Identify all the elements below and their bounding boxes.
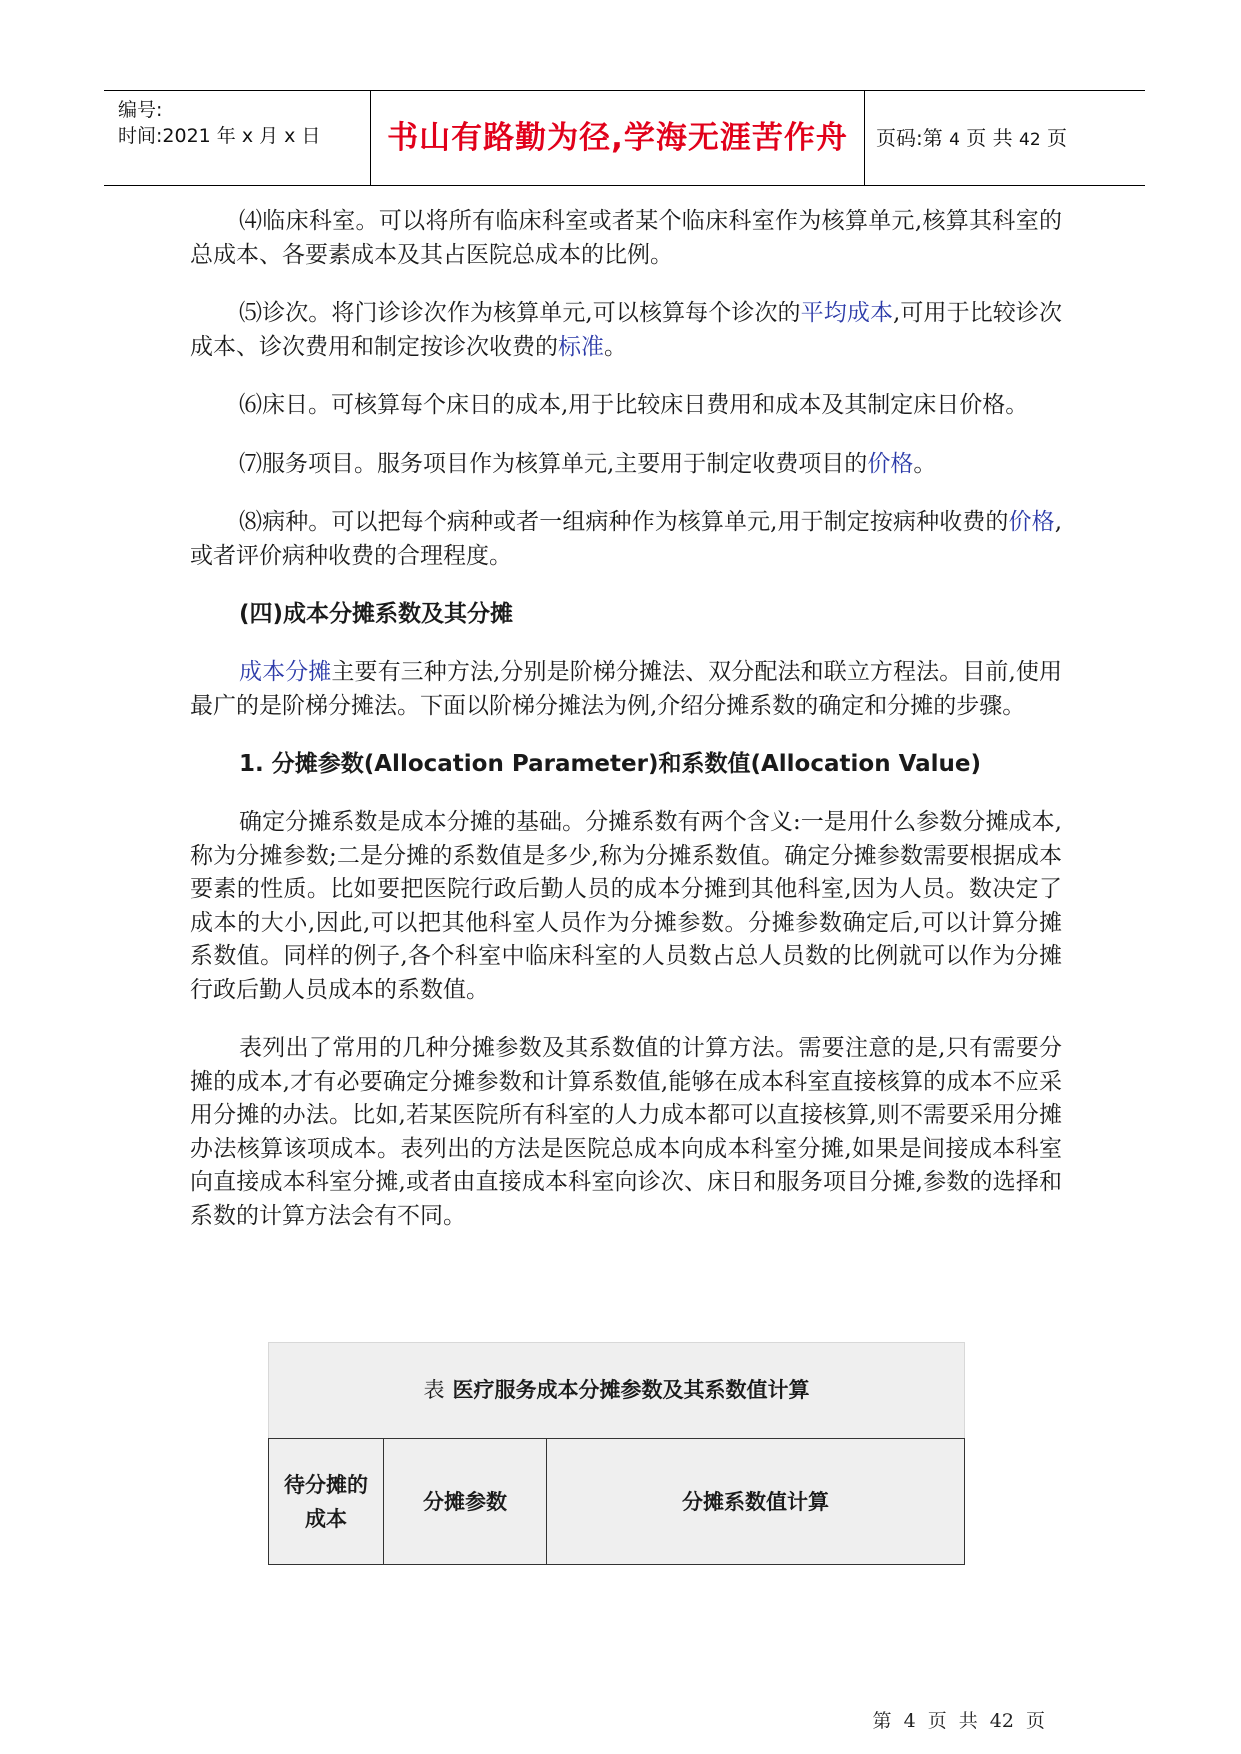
page-total: 42 (1019, 130, 1041, 150)
paragraph-service-item (190, 448, 1062, 482)
text-run: ,可用于比较诊次成本、诊次费用和制定按诊次收费的 (190, 300, 1062, 360)
date-label: 时间:2021 年 x 月 x 日 (118, 125, 321, 147)
table-caption (268, 1342, 965, 1438)
header-cell-cost (269, 1439, 384, 1565)
page-current: 4 (949, 130, 960, 150)
link-price[interactable]: 价格 (867, 450, 914, 477)
header-cell-line: 成本 (305, 1506, 347, 1531)
document-body (190, 205, 1062, 1258)
paragraph-allocation-methods (190, 656, 1062, 723)
header-cell-value-calc: 分摊系数值计算 (547, 1439, 965, 1565)
header-page-number (876, 91, 1067, 185)
text-run: ,或者评价病种收费的合理程度。 (190, 509, 1062, 569)
text-run: ⑸诊次。将门诊诊次作为核算单元,可以核算每个诊次的 (239, 300, 801, 326)
link-price-2[interactable]: 价格 (1008, 509, 1055, 535)
link-average-cost[interactable]: 平均成本 (800, 300, 894, 326)
header-cell-parameter: 分摊参数 (384, 1439, 547, 1565)
table-grid (268, 1438, 965, 1565)
serial-number-label: 编号: (118, 99, 163, 121)
subsection-heading: 1. 分摊参数(Allocation Parameter)和系数值(Allocation Value) (239, 751, 982, 777)
text-run: 。 (913, 450, 937, 477)
header-cell-line: 待分摊的 (284, 1472, 368, 1497)
text-run: 。 (604, 333, 627, 360)
section-heading: (四)成本分摊系数及其分摊 (239, 601, 514, 627)
paragraph-disease (190, 506, 1062, 573)
page-footer: 第 4 页 共 42 页 (872, 1710, 1045, 1732)
link-standard[interactable]: 标准 (558, 333, 604, 360)
page-prefix: 页码:第 (876, 126, 950, 150)
header-motto: 书山有路勤为径,学海无涯苦作舟 (371, 91, 865, 185)
allocation-table (268, 1342, 965, 1565)
page-header (104, 90, 1145, 186)
table-caption-prefix: 表 (423, 1378, 445, 1402)
text-run: ⑺服务项目。服务项目作为核算单元,主要用于制定收费项目的 (239, 450, 868, 477)
paragraph-bed-day: ⑹床日。可核算每个床日的成本,用于比较床日费用和成本及其制定床日价格。 (239, 392, 1029, 418)
paragraph-table-intro: 表列出了常用的几种分摊参数及其系数值的计算方法。需要注意的是,只有需要分摊的成本,才有必要确定分摊参数和计算系数值,能够在成本科室直接核算的成本不应采用分摊的办法。比如,若某医院所有科室的人力成本都可以直接核算,则不需要采用分摊办法核算该项成本。表列出的方法是医院总成本向成本科室分摊,如果是间接成本科室向直接成本科室分摊,或者由直接成本科室向诊次、床日和服务项目分摊,参数的选择和系数的计算方法会有不同。 (190, 1035, 1062, 1229)
table-caption-text: 医疗服务成本分摊参数及其系数值计算 (452, 1378, 810, 1402)
paragraph-clinical-dept: ⑷临床科室。可以将所有临床科室或者某个临床科室作为核算单元,核算其科室的总成本、各要素成本及其占医院总成本的比例。 (190, 208, 1062, 268)
page-suffix: 页 (1040, 126, 1068, 150)
link-cost-allocation[interactable]: 成本分摊 (239, 659, 332, 685)
table-header-row (269, 1439, 965, 1565)
page-mid: 页 共 (959, 126, 1020, 150)
text-run: 主要有三种方法,分别是阶梯分摊法、双分配法和联立方程法。目前,使用最广的是阶梯分摊法。下面以阶梯分摊法为例,介绍分摊系数的确定和分摊的步骤。 (190, 659, 1062, 719)
paragraph-visit (190, 297, 1062, 364)
text-run: ⑻病种。可以把每个病种或者一组病种作为核算单元,用于制定按病种收费的 (239, 509, 1009, 535)
header-meta (104, 91, 371, 185)
paragraph-coefficient: 确定分摊系数是成本分摊的基础。分摊系数有两个含义:一是用什么参数分摊成本,称为分摊参数;二是分摊的系数值是多少,称为分摊系数值。确定分摊参数需要根据成本要素的性质。比如要把医院行政后勤人员的成本分摊到其他科室,因为人员。数决定了成本的大小,因此,可以把其他科室人员作为分摊参数。分摊参数确定后,可以计算分摊系数值。同样的例子,各个科室中临床科室的人员数占总人员数的比例就可以作为分摊行政后勤人员成本的系数值。 (190, 809, 1062, 1003)
